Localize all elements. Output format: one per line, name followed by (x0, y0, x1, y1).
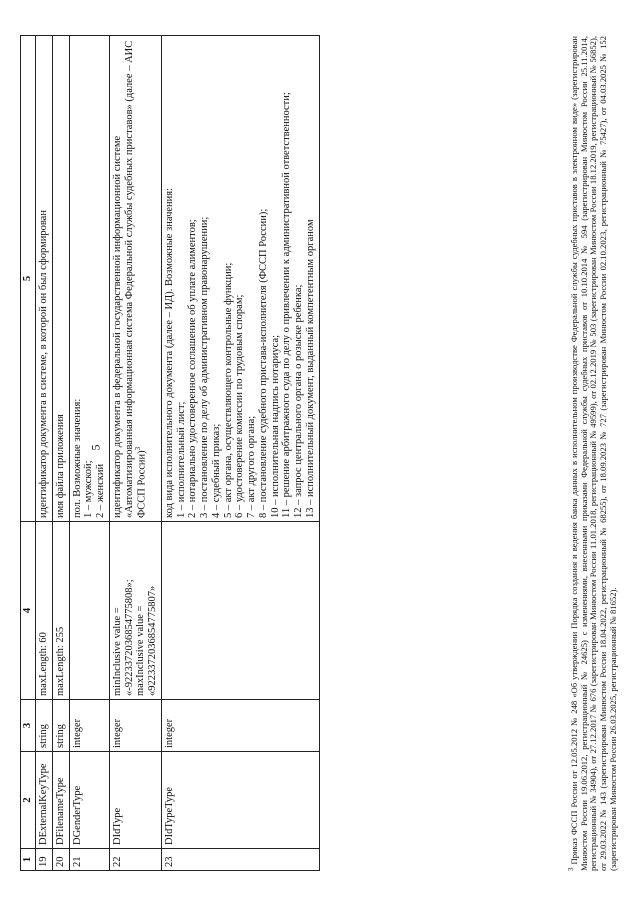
type-name: DExternalKeyType (36, 752, 53, 849)
base-type: string (52, 700, 69, 752)
table-row (69, 36, 109, 871)
enum-value: 13 – исполнительный документ, выданный компетентным органом (304, 219, 316, 518)
row-number: 19 (36, 849, 53, 871)
enum-value: 4 – судебный приказ; (210, 423, 222, 518)
description: идентификатор документа в системе, в которой он был сформирован (36, 36, 53, 522)
column-header: 3 (21, 700, 36, 752)
base-type: integer (109, 700, 161, 752)
rotated-page (20, 20, 625, 885)
enum-value: 1 – мужской; (83, 460, 95, 518)
enum-value: 6 – удостоверение комиссии по трудовым спорам; (234, 294, 246, 518)
row-number: 20 (52, 849, 69, 871)
restriction: minInclusive value = «-9223372036854775808»; maxInclusive value = «9223372036854775807» (109, 522, 161, 700)
row-number: 21 (69, 849, 109, 871)
column-header: 1 (21, 849, 36, 871)
table-row (52, 36, 69, 871)
enum-value: 2 – женский (95, 463, 106, 518)
description (109, 36, 161, 522)
enum-value: 12 – запрос центрального органа о розыске ребенка; (293, 284, 304, 518)
footnote-mark: 3 (567, 867, 575, 871)
enum-value: 8 – постановление судебного пристава-исполнителя (ФССП России); (257, 208, 269, 518)
row-number: 22 (109, 849, 161, 871)
table-row (161, 36, 319, 871)
description-text: идентификатор документа в федеральной государственной информационной системе «Автоматизированная информационная система Федеральной службы судебных приставов» (далее – АИС ФССП России) (111, 40, 148, 518)
base-type: integer (161, 700, 319, 752)
column-header: 4 (21, 522, 36, 700)
enum-value: 5 – акт органа, осуществляющего контрольные функции; (222, 262, 234, 518)
type-name: DFilenameType (52, 752, 69, 849)
footnote-text: Приказ ФССП России от 12.05.2012 № 248 «Об утверждении Порядка создания и ведения банка данных в исполнительном производстве Федеральной службы судебных приставов в электронном виде» (зарегистрирован Минюстом России 19.06.2012, регистрационный № 24625) с изменениями, внесенными приказами Федеральной службы судебных приставов от 10.10.2014 № 594 (зарегистрирован Минюстом России 25.11.2014, регистрационный № 34904), от 27.12.2017 № 676 (зарегистрирован Минюстом России 11.01.2018, регистрационный № 49599), от 02.12.2019 № 503 (зарегистрирован Минюстом России 18.12.2019, регистрационный № 56852), от 29.03.2022 № 143 (зарегистрирован Минюстом России 18.04.2022, регистрационный № 68255), от 18.09.2023 № 727 (зарегистрирован Минюстом России 02.10.2023, регистрационный № 75427), от 04.03.2025 № 152 (зарегистрирован Минюстом России 26.03.2025, регистрационный № 81652). (568, 36, 618, 871)
footnote (568, 36, 618, 871)
restriction (69, 522, 109, 700)
data-types-table (20, 35, 320, 871)
description-text: пол. Возможные значения: (71, 398, 83, 518)
description: имя файла приложения (52, 36, 69, 522)
type-name: DIdType (109, 752, 161, 849)
table-header-row (21, 36, 36, 871)
enum-value: 10 – исполнительная надпись нотариуса; (269, 334, 281, 518)
enum-value: 1 – исполнительный лист; (175, 401, 187, 518)
row-number: 23 (161, 849, 319, 871)
enum-value: 3 – постановление по делу об административном правонарушении; (199, 216, 210, 518)
enum-value: 7 – акт другого органа; (246, 415, 257, 518)
enum-value: 2 – нотариально удостоверенное соглашение об уплате алиментов; (187, 219, 199, 518)
enum-value: 11 – решение арбитражного суда по делу о привлечении к административной ответственности; (281, 92, 293, 518)
base-type: integer (69, 700, 109, 752)
type-name: DIdTypeType (161, 752, 319, 849)
restriction (161, 522, 319, 700)
description (69, 36, 109, 522)
base-type: string (36, 700, 53, 752)
restriction: maxLength: 60 (36, 522, 53, 700)
column-header: 2 (21, 752, 36, 849)
description-text: код вида исполнительного документа (далее – ИД). Возможные значения: (163, 187, 175, 518)
restriction: maxLength: 255 (52, 522, 69, 700)
table-row (109, 36, 161, 871)
table-row (36, 36, 53, 871)
column-header: 5 (21, 36, 36, 522)
footnote-ref: 3 (134, 446, 143, 451)
description (161, 36, 319, 522)
page-number: 5 (88, 444, 103, 451)
type-name: DGenderType (69, 752, 109, 849)
